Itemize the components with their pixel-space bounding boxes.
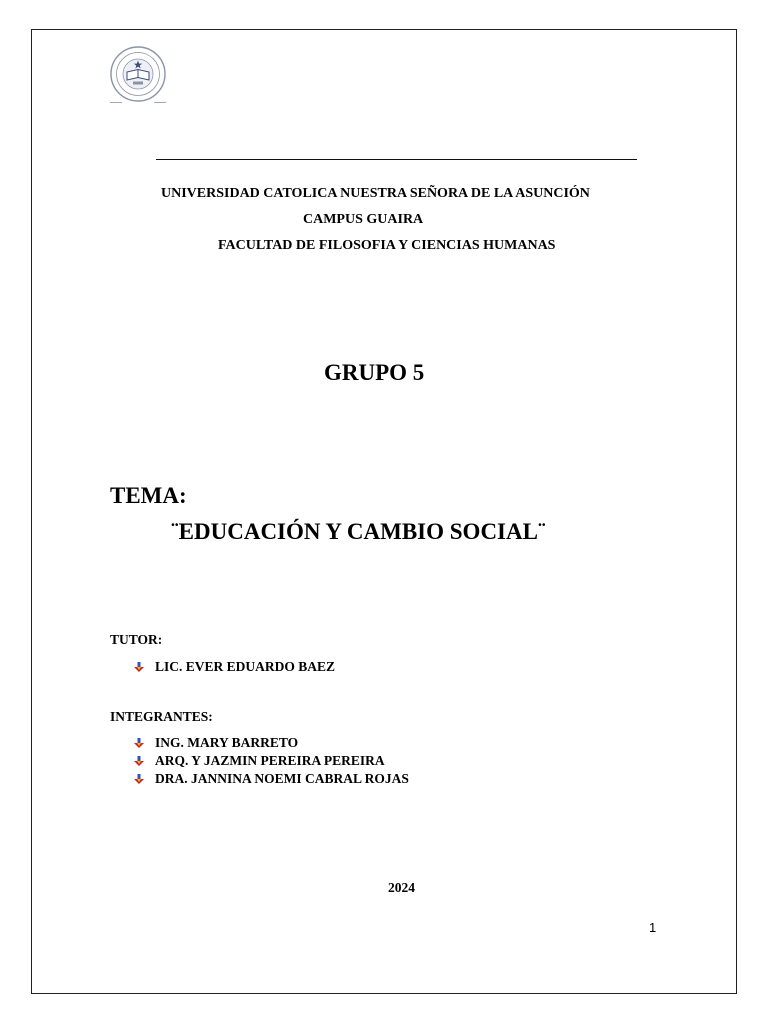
year: 2024 xyxy=(388,880,415,895)
arrow-bullet-icon xyxy=(133,661,145,673)
tutor-label: TUTOR: xyxy=(110,632,163,647)
member-item xyxy=(133,734,409,752)
tutor-item xyxy=(133,658,335,676)
member-name: ARQ. Y JAZMIN PEREIRA PEREIRA xyxy=(155,753,385,768)
members-label: INTEGRANTES: xyxy=(110,709,213,724)
campus-name: CAMPUS GUAIRA xyxy=(303,212,424,227)
member-name: ING. MARY BARRETO xyxy=(155,735,299,750)
arrow-bullet-icon xyxy=(133,773,145,785)
topic-label: TEMA: xyxy=(110,483,187,508)
members-list xyxy=(133,734,409,788)
university-seal-icon xyxy=(108,45,168,105)
page-border xyxy=(31,29,737,994)
tutor-name: LIC. EVER EDUARDO BAEZ xyxy=(155,659,336,674)
member-item xyxy=(133,770,409,788)
group-title: GRUPO 5 xyxy=(324,360,425,385)
page-number: 1 xyxy=(649,920,657,935)
member-item xyxy=(133,752,409,770)
arrow-bullet-icon xyxy=(133,755,145,767)
university-name: UNIVERSIDAD CATOLICA NUESTRA SEÑORA DE LA ASUNCIÓN xyxy=(161,186,590,201)
university-logo xyxy=(108,45,168,105)
tutor-list xyxy=(133,658,335,676)
arrow-bullet-icon xyxy=(133,737,145,749)
faculty-name: FACULTAD DE FILOSOFIA Y CIENCIAS HUMANAS xyxy=(218,238,556,253)
header-rule xyxy=(156,159,637,160)
member-name: DRA. JANNINA NOEMI CABRAL ROJAS xyxy=(155,771,409,786)
topic-title: ¨EDUCACIÓN Y CAMBIO SOCIAL¨ xyxy=(171,519,546,544)
